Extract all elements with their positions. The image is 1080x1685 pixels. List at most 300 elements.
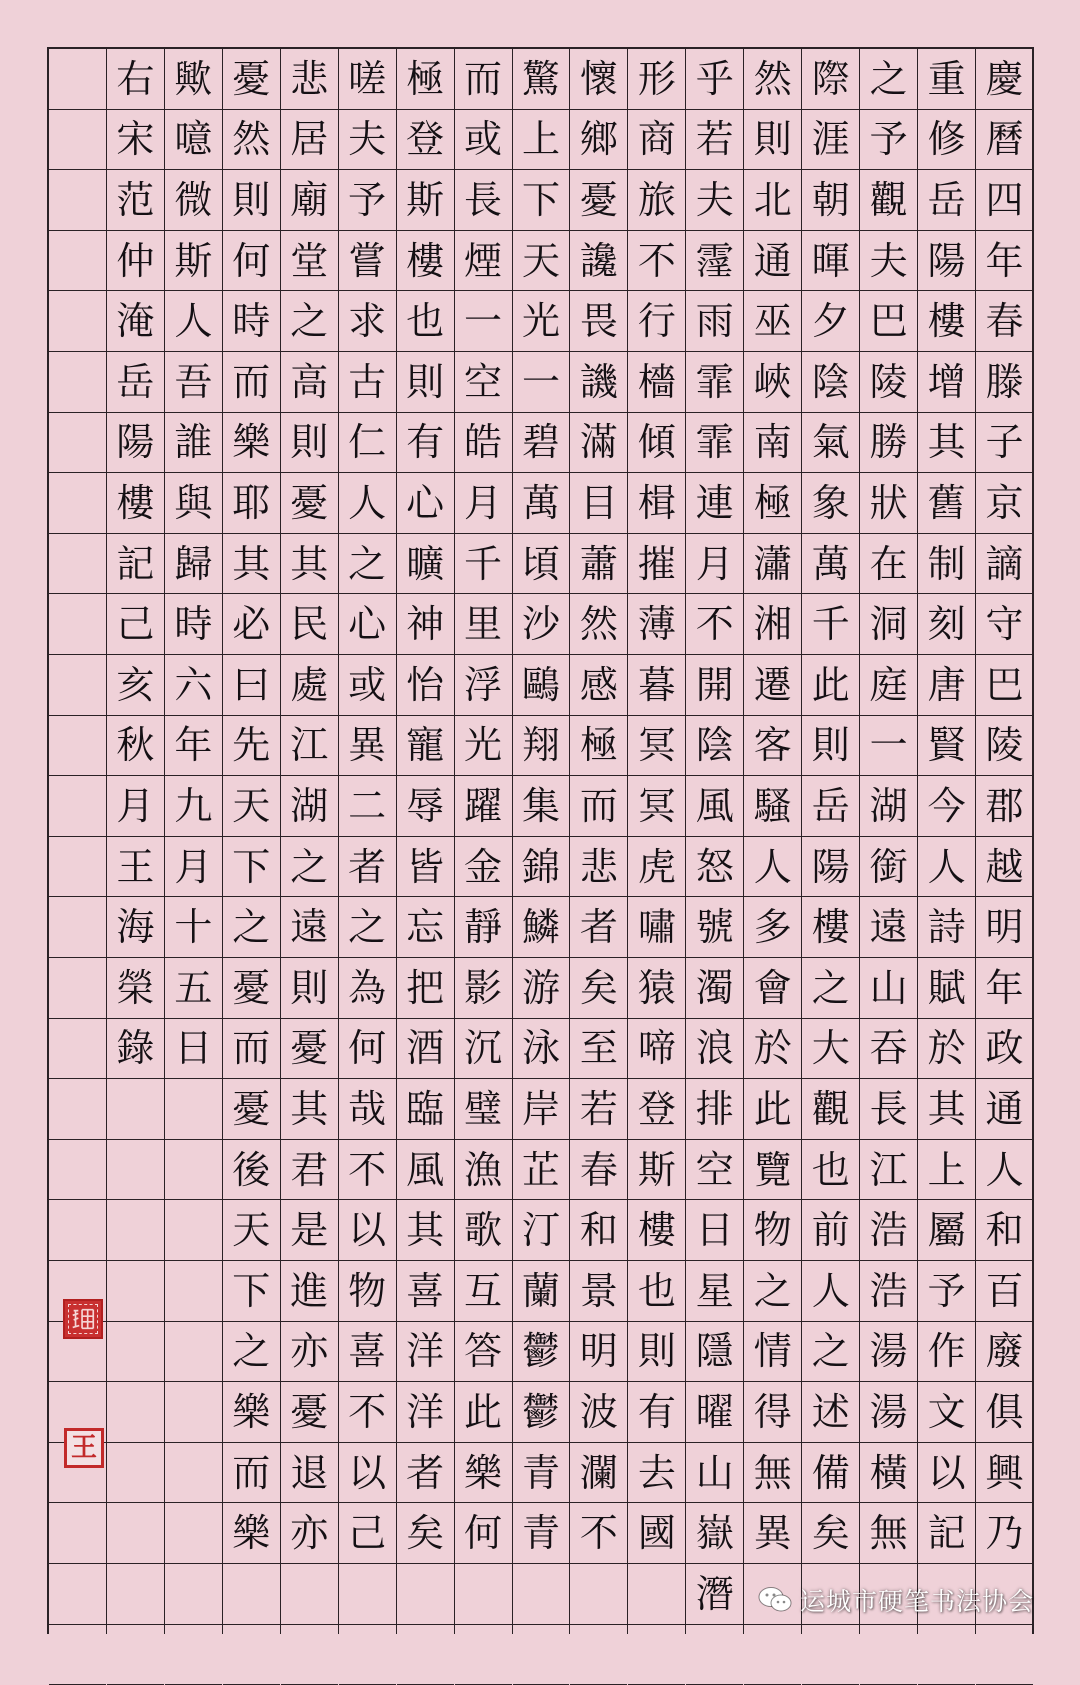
character-cell: 鱗 xyxy=(513,897,570,958)
character-cell: 求 xyxy=(339,291,396,352)
character-cell: 下 xyxy=(223,1261,280,1322)
character-cell: 廟 xyxy=(281,170,338,231)
character-cell: 憂 xyxy=(223,1079,280,1140)
character-cell: 潛 xyxy=(686,1564,743,1625)
character-cell: 不 xyxy=(339,1140,396,1201)
text-column xyxy=(628,49,686,1634)
character-cell: 居 xyxy=(281,110,338,171)
character-cell: 乃 xyxy=(976,1503,1033,1564)
character-cell: 矣 xyxy=(397,1503,454,1564)
character-cell: 寵 xyxy=(397,716,454,777)
character-cell: 象 xyxy=(802,473,859,534)
character-cell: 傾 xyxy=(628,413,685,474)
character-cell: 月 xyxy=(165,837,222,898)
text-column xyxy=(570,49,628,1634)
character-cell: 則 xyxy=(223,170,280,231)
character-cell: 不 xyxy=(570,1503,627,1564)
surname-seal xyxy=(64,1428,104,1468)
character-cell xyxy=(49,1140,106,1201)
character-cell: 樂 xyxy=(223,413,280,474)
character-cell: 記 xyxy=(107,534,164,595)
character-cell: 時 xyxy=(223,291,280,352)
character-cell: 山 xyxy=(860,958,917,1019)
character-cell: 然 xyxy=(223,110,280,171)
character-cell: 而 xyxy=(223,1443,280,1504)
character-cell xyxy=(339,1564,396,1625)
character-cell: 京 xyxy=(976,473,1033,534)
character-cell: 峽 xyxy=(744,352,801,413)
character-cell: 湯 xyxy=(860,1322,917,1383)
character-cell: 歸 xyxy=(165,534,222,595)
character-cell: 乎 xyxy=(686,49,743,110)
character-cell: 予 xyxy=(339,170,396,231)
character-cell: 夕 xyxy=(802,291,859,352)
character-cell: 互 xyxy=(455,1261,512,1322)
character-cell: 也 xyxy=(628,1261,685,1322)
character-cell: 廢 xyxy=(976,1322,1033,1383)
character-cell: 其 xyxy=(223,534,280,595)
character-cell: 耶 xyxy=(223,473,280,534)
character-cell: 連 xyxy=(686,473,743,534)
character-cell: 明 xyxy=(570,1322,627,1383)
character-cell: 詩 xyxy=(918,897,975,958)
character-cell: 洋 xyxy=(397,1322,454,1383)
character-cell: 之 xyxy=(744,1261,801,1322)
character-cell: 開 xyxy=(686,655,743,716)
character-cell: 金 xyxy=(455,837,512,898)
character-cell: 狀 xyxy=(860,473,917,534)
character-cell xyxy=(107,1322,164,1383)
character-cell: 人 xyxy=(976,1140,1033,1201)
character-cell: 吞 xyxy=(860,1019,917,1080)
text-column xyxy=(860,49,918,1634)
character-cell: 舊 xyxy=(918,473,975,534)
character-cell: 靜 xyxy=(455,897,512,958)
character-cell: 後 xyxy=(223,1140,280,1201)
character-cell: 讒 xyxy=(570,231,627,292)
character-cell: 樓 xyxy=(107,473,164,534)
character-cell: 無 xyxy=(744,1443,801,1504)
character-cell: 斯 xyxy=(397,170,454,231)
character-cell: 四 xyxy=(976,170,1033,231)
character-cell: 賢 xyxy=(918,716,975,777)
character-cell: 冥 xyxy=(628,776,685,837)
character-cell xyxy=(513,1564,570,1625)
character-cell: 巴 xyxy=(976,655,1033,716)
character-cell: 湘 xyxy=(744,594,801,655)
wechat-icon xyxy=(758,1586,792,1614)
character-cell: 錦 xyxy=(513,837,570,898)
character-cell xyxy=(107,1443,164,1504)
character-cell: 若 xyxy=(686,110,743,171)
character-cell: 記 xyxy=(918,1503,975,1564)
character-cell: 排 xyxy=(686,1079,743,1140)
character-cell: 氣 xyxy=(802,413,859,474)
character-cell: 嗟 xyxy=(339,49,396,110)
character-cell: 涯 xyxy=(802,110,859,171)
character-cell: 千 xyxy=(802,594,859,655)
character-cell: 雨 xyxy=(686,291,743,352)
character-cell: 神 xyxy=(397,594,454,655)
character-cell: 以 xyxy=(339,1443,396,1504)
character-cell xyxy=(49,413,106,474)
character-cell xyxy=(49,352,106,413)
character-cell: 作 xyxy=(918,1322,975,1383)
character-cell xyxy=(49,837,106,898)
character-cell: 岳 xyxy=(802,776,859,837)
text-column xyxy=(397,49,455,1634)
character-cell: 斯 xyxy=(628,1140,685,1201)
character-cell: 己 xyxy=(339,1503,396,1564)
character-cell: 陽 xyxy=(802,837,859,898)
character-cell: 則 xyxy=(281,958,338,1019)
character-cell: 必 xyxy=(223,594,280,655)
character-cell: 不 xyxy=(339,1382,396,1443)
character-cell: 是 xyxy=(281,1200,338,1261)
text-column xyxy=(339,49,397,1634)
character-cell: 千 xyxy=(455,534,512,595)
character-cell: 夫 xyxy=(686,170,743,231)
character-cell: 修 xyxy=(918,110,975,171)
character-cell: 物 xyxy=(339,1261,396,1322)
character-cell: 備 xyxy=(802,1443,859,1504)
character-cell: 風 xyxy=(397,1140,454,1201)
character-cell: 湖 xyxy=(860,776,917,837)
character-cell: 滕 xyxy=(976,352,1033,413)
character-cell: 騷 xyxy=(744,776,801,837)
character-cell: 遠 xyxy=(281,897,338,958)
character-cell: 春 xyxy=(570,1140,627,1201)
character-cell: 暮 xyxy=(628,655,685,716)
character-cell xyxy=(49,897,106,958)
character-cell: 十 xyxy=(165,897,222,958)
character-cell xyxy=(49,534,106,595)
character-cell: 譏 xyxy=(570,352,627,413)
character-cell: 目 xyxy=(570,473,627,534)
character-cell: 述 xyxy=(802,1382,859,1443)
character-cell: 泳 xyxy=(513,1019,570,1080)
character-cell xyxy=(397,1564,454,1625)
character-cell: 曠 xyxy=(397,534,454,595)
manuscript-grid xyxy=(47,47,1034,1634)
character-cell: 物 xyxy=(744,1200,801,1261)
character-cell: 予 xyxy=(918,1261,975,1322)
character-cell: 蘭 xyxy=(513,1261,570,1322)
character-cell: 青 xyxy=(513,1503,570,1564)
character-cell: 六 xyxy=(165,655,222,716)
character-cell: 也 xyxy=(802,1140,859,1201)
character-cell: 哉 xyxy=(339,1079,396,1140)
character-cell: 進 xyxy=(281,1261,338,1322)
character-cell: 霏 xyxy=(686,352,743,413)
character-cell: 郡 xyxy=(976,776,1033,837)
character-cell: 唐 xyxy=(918,655,975,716)
character-cell: 星 xyxy=(686,1261,743,1322)
character-cell: 辱 xyxy=(397,776,454,837)
character-cell: 而 xyxy=(455,49,512,110)
character-cell: 不 xyxy=(686,594,743,655)
character-cell: 芷 xyxy=(513,1140,570,1201)
character-cell xyxy=(165,1140,222,1201)
text-column xyxy=(918,49,976,1634)
character-cell: 慶 xyxy=(976,49,1033,110)
character-cell: 樓 xyxy=(397,231,454,292)
character-cell: 矣 xyxy=(570,958,627,1019)
character-cell xyxy=(165,1200,222,1261)
character-cell: 行 xyxy=(628,291,685,352)
character-cell: 鄉 xyxy=(570,110,627,171)
character-cell: 異 xyxy=(339,716,396,777)
text-column xyxy=(281,49,339,1634)
character-cell: 庭 xyxy=(860,655,917,716)
character-cell: 湖 xyxy=(281,776,338,837)
character-cell: 年 xyxy=(976,958,1033,1019)
character-cell: 霪 xyxy=(686,231,743,292)
character-cell xyxy=(49,1564,106,1625)
character-cell: 鷗 xyxy=(513,655,570,716)
character-cell: 異 xyxy=(744,1503,801,1564)
character-cell: 感 xyxy=(570,655,627,716)
character-cell: 波 xyxy=(570,1382,627,1443)
character-cell: 有 xyxy=(397,413,454,474)
character-cell: 際 xyxy=(802,49,859,110)
character-cell: 今 xyxy=(918,776,975,837)
character-cell: 瀾 xyxy=(570,1443,627,1504)
character-cell: 明 xyxy=(976,897,1033,958)
character-cell: 而 xyxy=(223,1019,280,1080)
text-column xyxy=(744,49,802,1634)
character-cell: 處 xyxy=(281,655,338,716)
character-cell: 年 xyxy=(976,231,1033,292)
character-cell: 謫 xyxy=(976,534,1033,595)
character-cell: 旅 xyxy=(628,170,685,231)
character-cell: 或 xyxy=(455,110,512,171)
character-cell: 於 xyxy=(744,1019,801,1080)
character-cell: 景 xyxy=(570,1261,627,1322)
character-cell: 登 xyxy=(628,1079,685,1140)
seal-carving xyxy=(68,1304,98,1334)
character-cell xyxy=(570,1564,627,1625)
character-cell xyxy=(49,473,106,534)
character-cell: 碧 xyxy=(513,413,570,474)
character-cell: 人 xyxy=(339,473,396,534)
character-cell: 酒 xyxy=(397,1019,454,1080)
character-cell: 誰 xyxy=(165,413,222,474)
character-cell: 浪 xyxy=(686,1019,743,1080)
character-cell xyxy=(49,594,106,655)
character-cell: 楫 xyxy=(628,473,685,534)
character-cell: 摧 xyxy=(628,534,685,595)
character-cell: 己 xyxy=(107,594,164,655)
character-cell: 答 xyxy=(455,1322,512,1383)
character-cell: 俱 xyxy=(976,1382,1033,1443)
character-cell: 憂 xyxy=(223,958,280,1019)
character-cell: 洞 xyxy=(860,594,917,655)
character-cell: 其 xyxy=(918,413,975,474)
character-cell: 噫 xyxy=(165,110,222,171)
character-cell: 山 xyxy=(686,1443,743,1504)
character-cell: 心 xyxy=(397,473,454,534)
character-cell: 錄 xyxy=(107,1019,164,1080)
character-cell: 皓 xyxy=(455,413,512,474)
character-cell: 沙 xyxy=(513,594,570,655)
character-cell: 岳 xyxy=(107,352,164,413)
character-cell: 者 xyxy=(339,837,396,898)
character-cell: 樂 xyxy=(455,1443,512,1504)
text-column xyxy=(686,49,744,1634)
character-cell: 歟 xyxy=(165,49,222,110)
character-cell: 樓 xyxy=(918,291,975,352)
character-cell: 陽 xyxy=(918,231,975,292)
character-cell: 何 xyxy=(339,1019,396,1080)
character-cell: 喜 xyxy=(397,1261,454,1322)
character-cell: 則 xyxy=(628,1322,685,1383)
character-cell xyxy=(165,1079,222,1140)
character-cell: 臨 xyxy=(397,1079,454,1140)
character-cell: 浩 xyxy=(860,1261,917,1322)
character-cell: 月 xyxy=(686,534,743,595)
character-cell: 或 xyxy=(339,655,396,716)
character-cell: 何 xyxy=(223,231,280,292)
character-cell: 洋 xyxy=(397,1382,454,1443)
character-cell: 皆 xyxy=(397,837,454,898)
character-cell: 憂 xyxy=(281,473,338,534)
character-cell: 虎 xyxy=(628,837,685,898)
character-cell: 之 xyxy=(223,897,280,958)
character-cell: 一 xyxy=(513,352,570,413)
publisher-watermark xyxy=(758,1582,1034,1618)
character-cell: 政 xyxy=(976,1019,1033,1080)
character-cell: 啼 xyxy=(628,1019,685,1080)
character-cell: 國 xyxy=(628,1503,685,1564)
character-cell: 遷 xyxy=(744,655,801,716)
character-cell: 則 xyxy=(397,352,454,413)
seal-glyph-art xyxy=(69,1305,97,1333)
character-cell: 何 xyxy=(455,1503,512,1564)
character-cell: 至 xyxy=(570,1019,627,1080)
character-cell: 形 xyxy=(628,49,685,110)
character-cell: 者 xyxy=(570,897,627,958)
character-cell: 青 xyxy=(513,1443,570,1504)
character-cell: 一 xyxy=(455,291,512,352)
character-cell: 湯 xyxy=(860,1382,917,1443)
character-cell xyxy=(107,1200,164,1261)
character-cell: 與 xyxy=(165,473,222,534)
character-cell: 之 xyxy=(802,1322,859,1383)
character-cell: 吾 xyxy=(165,352,222,413)
character-cell: 江 xyxy=(281,716,338,777)
character-cell: 君 xyxy=(281,1140,338,1201)
character-cell: 光 xyxy=(513,291,570,352)
character-cell: 而 xyxy=(570,776,627,837)
character-cell: 前 xyxy=(802,1200,859,1261)
character-cell: 檣 xyxy=(628,352,685,413)
character-cell: 日 xyxy=(686,1200,743,1261)
character-cell: 之 xyxy=(802,958,859,1019)
character-cell: 怒 xyxy=(686,837,743,898)
character-cell: 光 xyxy=(455,716,512,777)
character-cell: 夫 xyxy=(860,231,917,292)
character-cell: 頃 xyxy=(513,534,570,595)
character-cell: 之 xyxy=(339,897,396,958)
character-cell: 退 xyxy=(281,1443,338,1504)
character-cell: 天 xyxy=(513,231,570,292)
character-cell: 客 xyxy=(744,716,801,777)
character-cell: 把 xyxy=(397,958,454,1019)
character-cell: 岳 xyxy=(918,170,975,231)
character-cell: 得 xyxy=(744,1382,801,1443)
character-cell: 子 xyxy=(976,413,1033,474)
character-cell: 則 xyxy=(281,413,338,474)
character-cell: 此 xyxy=(802,655,859,716)
character-cell xyxy=(49,1079,106,1140)
character-cell: 璧 xyxy=(455,1079,512,1140)
character-cell: 陵 xyxy=(860,352,917,413)
character-cell: 極 xyxy=(397,49,454,110)
character-cell: 忘 xyxy=(397,897,454,958)
character-cell: 一 xyxy=(860,716,917,777)
character-cell xyxy=(165,1382,222,1443)
character-cell: 歌 xyxy=(455,1200,512,1261)
character-cell: 則 xyxy=(802,716,859,777)
character-cell: 商 xyxy=(628,110,685,171)
character-cell: 時 xyxy=(165,594,222,655)
character-cell: 堂 xyxy=(281,231,338,292)
character-cell: 仁 xyxy=(339,413,396,474)
character-cell: 萬 xyxy=(513,473,570,534)
character-cell xyxy=(281,1564,338,1625)
character-cell: 范 xyxy=(107,170,164,231)
character-cell: 鬱 xyxy=(513,1322,570,1383)
character-cell xyxy=(165,1322,222,1383)
character-cell: 之 xyxy=(860,49,917,110)
character-cell: 不 xyxy=(628,231,685,292)
character-cell: 號 xyxy=(686,897,743,958)
character-cell xyxy=(107,1503,164,1564)
character-cell: 亦 xyxy=(281,1322,338,1383)
character-cell: 濁 xyxy=(686,958,743,1019)
name-seal xyxy=(63,1299,103,1339)
character-cell: 興 xyxy=(976,1443,1033,1504)
character-cell: 百 xyxy=(976,1261,1033,1322)
character-cell: 予 xyxy=(860,110,917,171)
character-cell: 而 xyxy=(223,352,280,413)
character-cell xyxy=(49,655,106,716)
character-cell: 則 xyxy=(744,110,801,171)
character-cell: 斯 xyxy=(165,231,222,292)
character-cell: 翔 xyxy=(513,716,570,777)
character-cell: 淹 xyxy=(107,291,164,352)
character-cell: 下 xyxy=(223,837,280,898)
character-cell xyxy=(165,1261,222,1322)
character-cell: 若 xyxy=(570,1079,627,1140)
character-cell: 暉 xyxy=(802,231,859,292)
character-cell: 風 xyxy=(686,776,743,837)
character-cell: 者 xyxy=(397,1443,454,1504)
character-cell: 刻 xyxy=(918,594,975,655)
character-cell: 增 xyxy=(918,352,975,413)
character-cell: 有 xyxy=(628,1382,685,1443)
character-cell: 浮 xyxy=(455,655,512,716)
character-cell: 矣 xyxy=(802,1503,859,1564)
character-cell: 其 xyxy=(281,1079,338,1140)
character-cell xyxy=(49,1019,106,1080)
character-cell: 樂 xyxy=(223,1503,280,1564)
character-cell: 也 xyxy=(397,291,454,352)
character-cell: 日 xyxy=(165,1019,222,1080)
character-cell: 天 xyxy=(223,1200,280,1261)
character-cell: 無 xyxy=(860,1503,917,1564)
